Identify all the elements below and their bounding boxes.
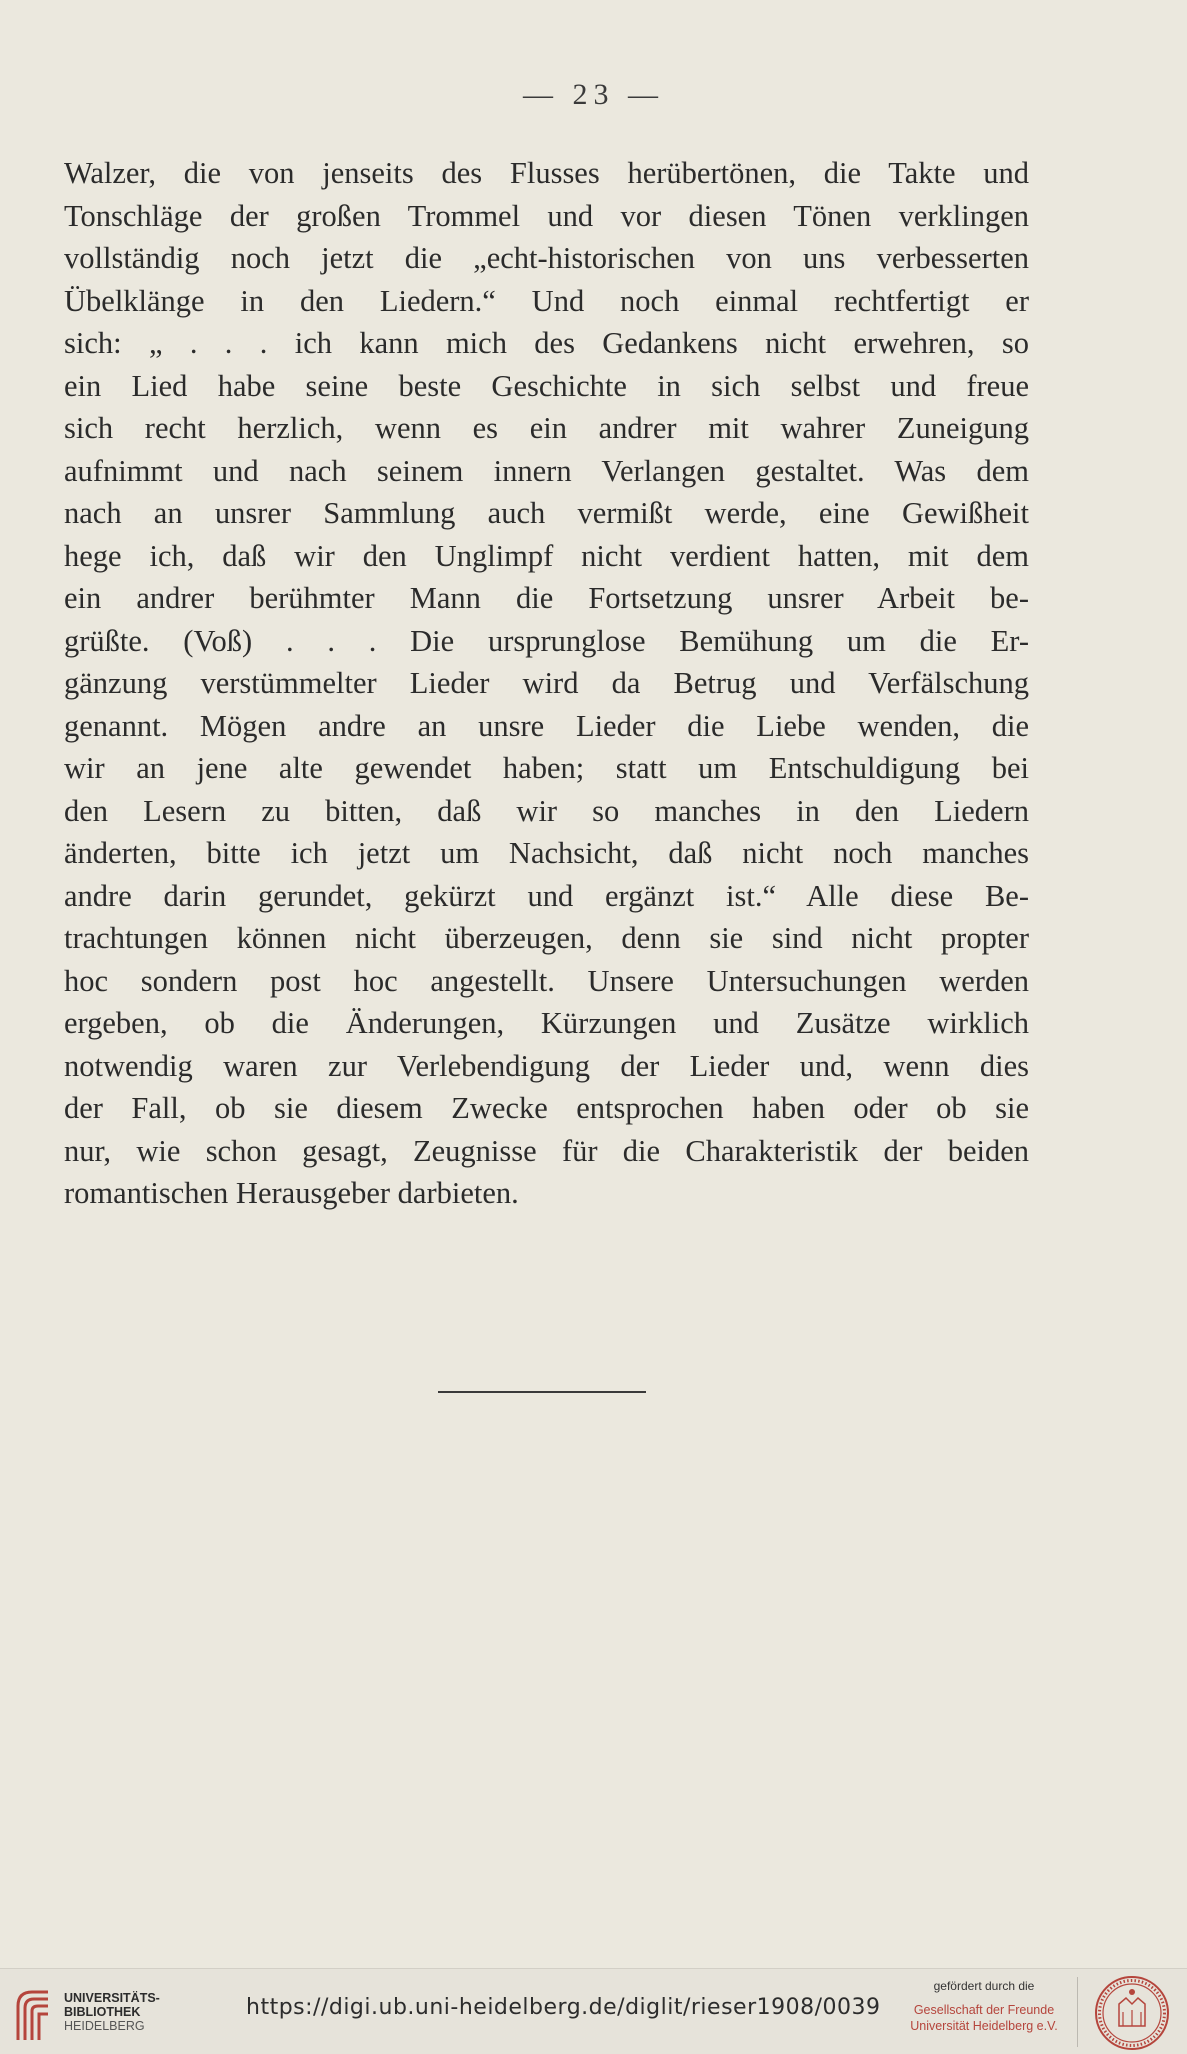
text-line: Walzer, die von jenseits des Flusses herübertönen, die Takte und (64, 156, 1029, 190)
sponsor-line-2: Universität Heidelberg e.V. (910, 2019, 1058, 2033)
text-line: sich recht herzlich, wenn es ein andrer mit wahrer Zuneigung (64, 411, 1029, 445)
text-line: romantischen Herausgeber darbieten. (64, 1176, 519, 1210)
text-line: aufnimmt und nach seinem innern Verlangen gestaltet. Was dem (64, 453, 1029, 488)
text-line: den Lesern zu bitten, daß wir so manches in den Liedern (64, 793, 1029, 828)
text-line: ein andrer berühmter Mann die Fortsetzung unsrer Arbeit be- (64, 581, 1029, 615)
sponsor-lead: gefördert durch die (933, 1979, 1035, 1993)
library-line-3: HEIDELBERG (64, 2019, 145, 2033)
university-seal-icon (1093, 1974, 1171, 2052)
body-text (64, 152, 1029, 1215)
sponsor-line-1: Gesellschaft der Freunde (913, 2003, 1055, 2017)
library-name (64, 1991, 160, 2033)
text-line: hege ich, daß wir den Unglimpf nicht verdient hatten, mit dem (64, 538, 1029, 573)
text-line: grüßte. (Voß) . . . Die ursprunglose Bemühung um die Er- (64, 623, 1029, 658)
viewer-footer (0, 1968, 1187, 2054)
text-line: andre darin gerundet, gekürzt und ergänzt ist.“ Alle diese Be- (64, 878, 1029, 913)
ub-heidelberg-logo-icon (12, 1984, 54, 2042)
text-line: hoc sondern post hoc angestellt. Unsere Untersuchungen werden (64, 963, 1029, 998)
text-line: wir an jene alte gewendet haben; statt um Entschuldigung bei (64, 751, 1029, 785)
permalink-url[interactable]: https://digi.ub.uni-heidelberg.de/diglit/rieser1908/0039 (246, 1995, 881, 2020)
footer-divider (1077, 1977, 1078, 2047)
text-line: ergeben, ob die Änderungen, Kürzungen und Zusätze wirklich (64, 1006, 1029, 1040)
text-line: notwendig waren zur Verlebendigung der Lieder und, wenn dies (64, 1048, 1029, 1083)
text-line: nur, wie schon gesagt, Zeugnisse für die Charakteristik der beiden (64, 1133, 1029, 1168)
text-line: ein Lied habe seine beste Geschichte in sich selbst und freue (64, 368, 1029, 403)
page-number: — 23 — (523, 78, 664, 111)
sponsor-block (900, 1979, 1068, 2034)
text-line: Tonschläge der großen Trommel und vor diesen Tönen verklingen (64, 198, 1029, 233)
text-line: trachtungen können nicht überzeugen, denn sie sind nicht propter (64, 921, 1029, 955)
text-line: änderten, bitte ich jetzt um Nachsicht, daß nicht noch manches (64, 836, 1029, 870)
text-line: nach an unsrer Sammlung auch vermißt werde, eine Gewißheit (64, 496, 1029, 530)
text-line: vollständig noch jetzt die „echt-historischen von uns verbesserten (64, 241, 1029, 275)
section-separator (438, 1391, 646, 1393)
library-line-1: UNIVERSITÄTS- (64, 1991, 160, 2005)
text-line: genannt. Mögen andre an unsre Lieder die Liebe wenden, die (64, 708, 1029, 743)
text-line: Übelklänge in den Liedern.“ Und noch einmal rechtfertigt er (64, 283, 1029, 318)
library-line-2: BIBLIOTHEK (64, 2005, 141, 2019)
text-line: sich: „ . . . ich kann mich des Gedankens nicht erwehren, so (64, 326, 1029, 360)
text-line: gänzung verstümmelter Lieder wird da Betrug und Verfälschung (64, 666, 1029, 700)
text-line: der Fall, ob sie diesem Zwecke entsprochen haben oder ob sie (64, 1091, 1029, 1125)
